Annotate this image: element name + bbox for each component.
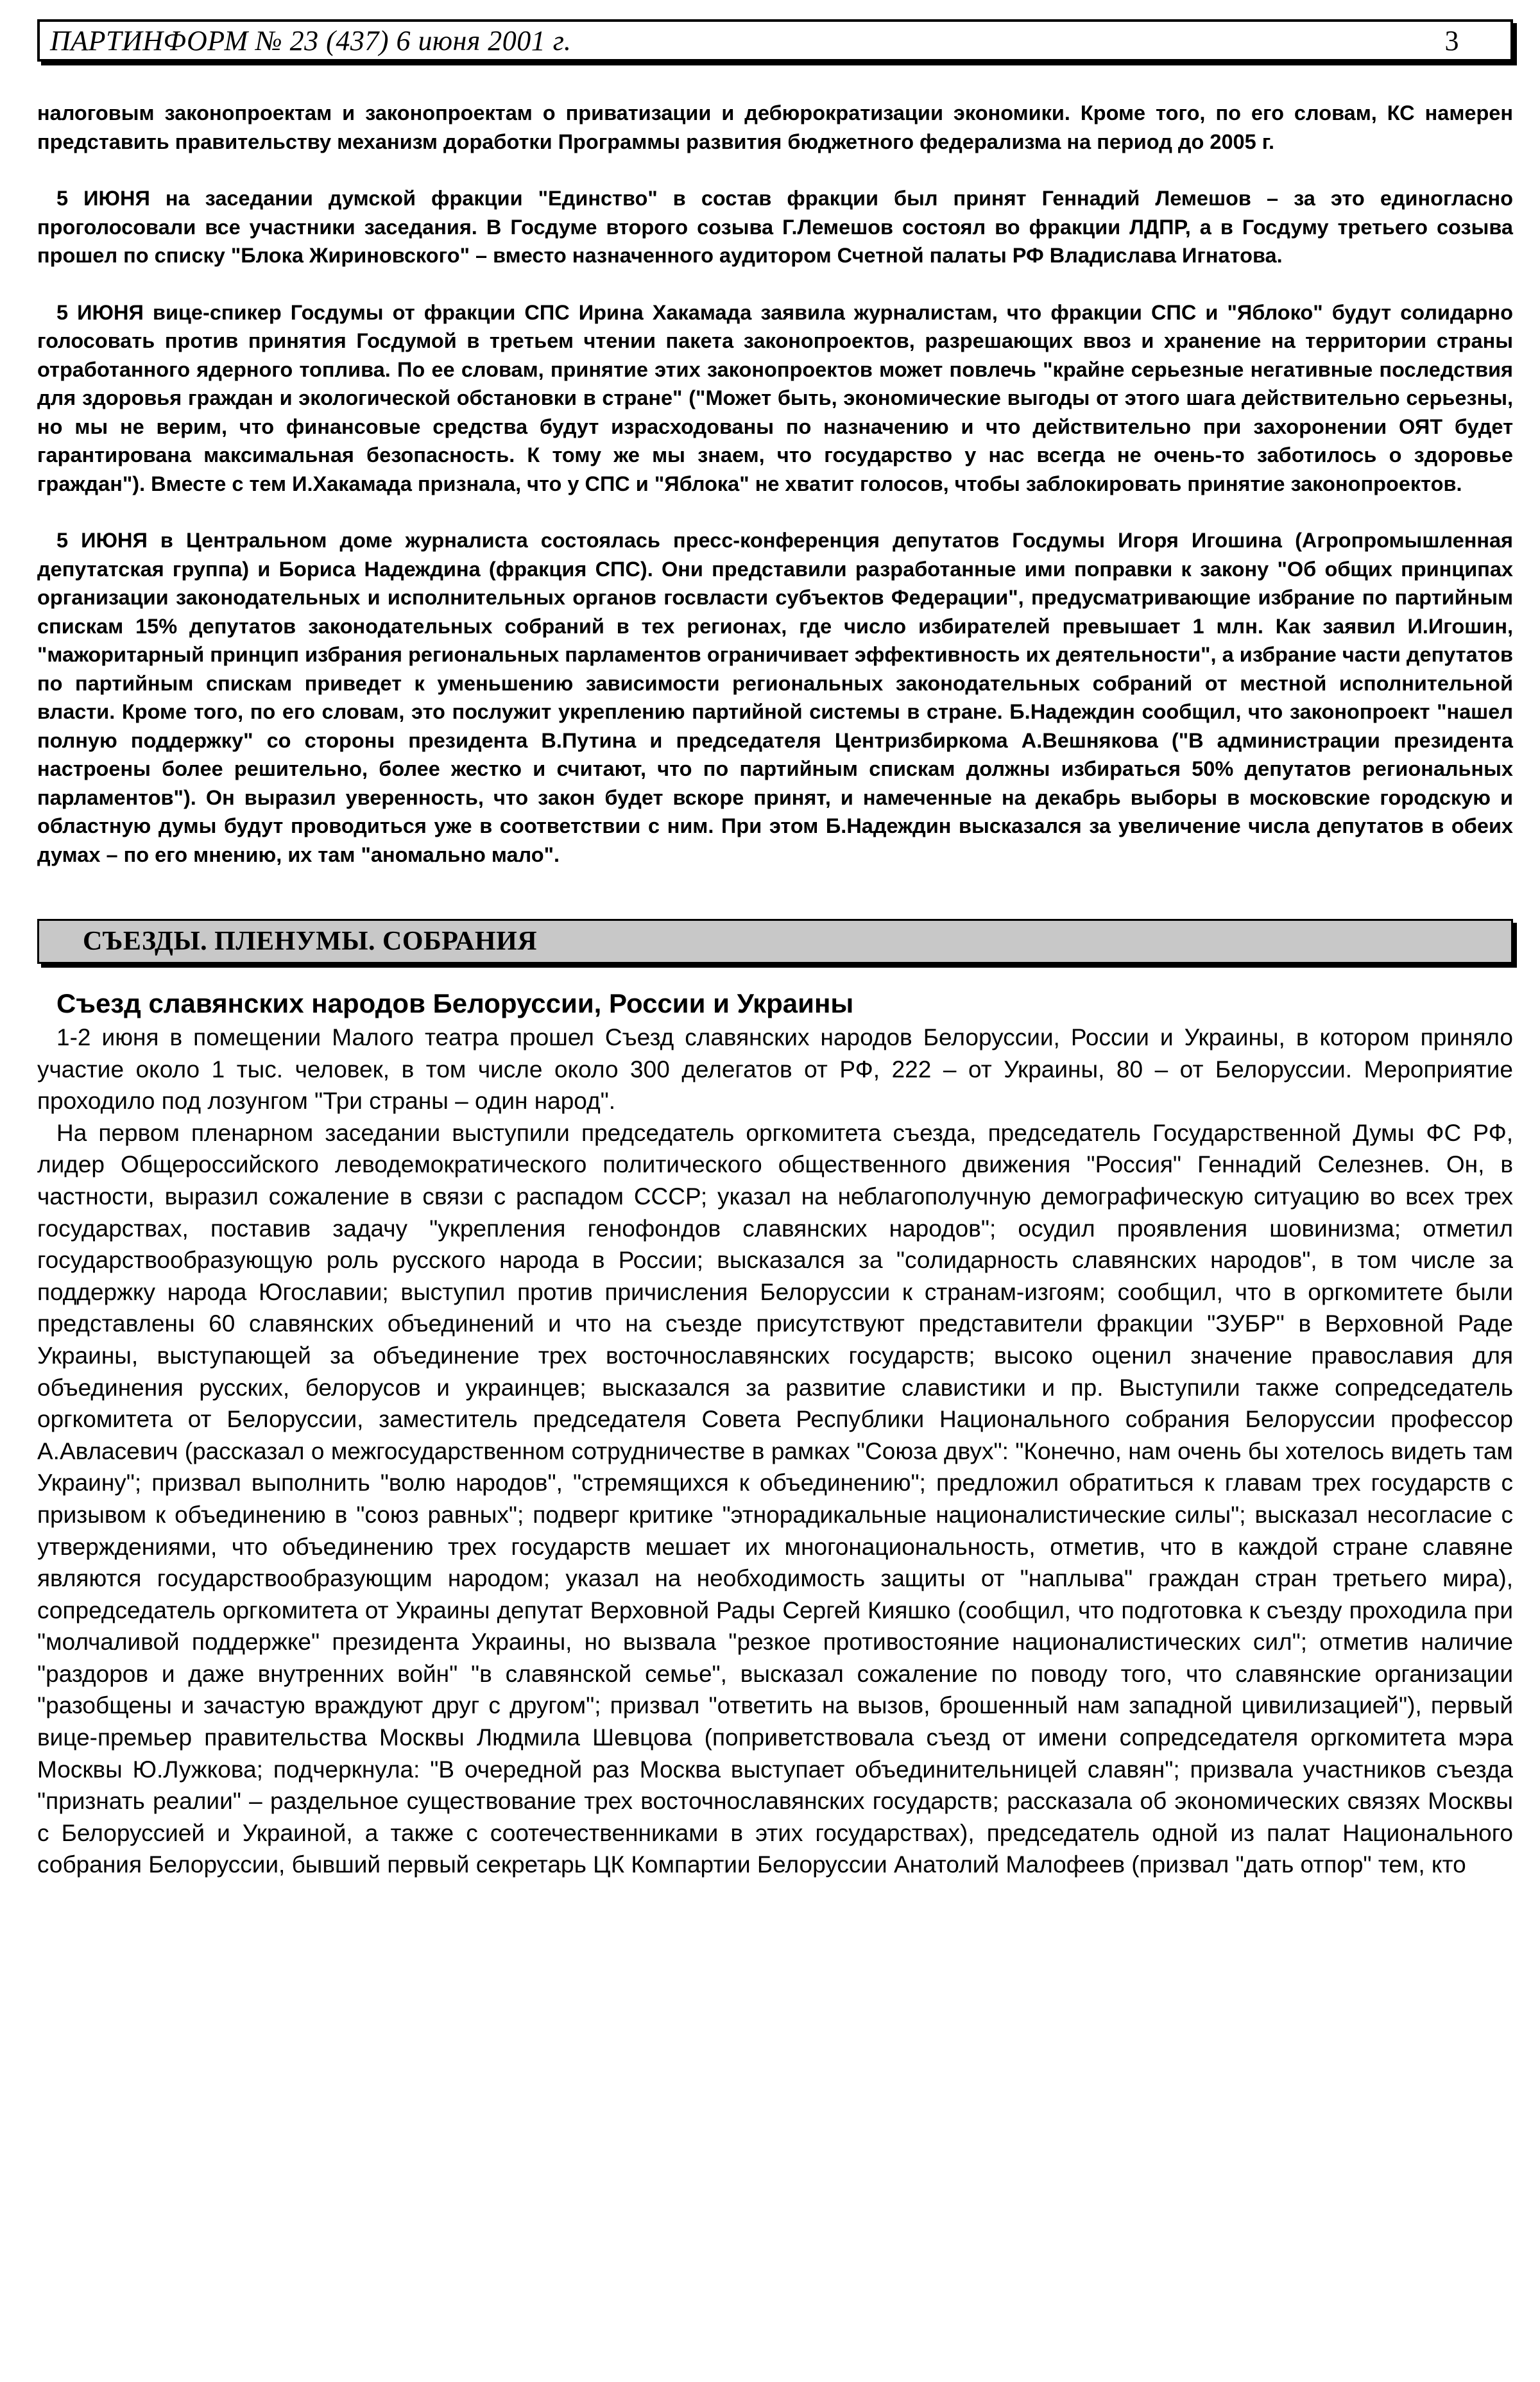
article-title: Съезд славянских народов Белоруссии, России и Украины xyxy=(56,988,854,1018)
section-title: СЪЕЗДЫ. ПЛЕНУМЫ. СОБРАНИЯ xyxy=(83,927,538,956)
page-number: 3 xyxy=(1444,24,1459,56)
news-paragraph: 5 ИЮНЯ на заседании думской фракции "Единство" в состав фракции был принят Геннадий Лемешов – за это единогласно проголосовали все участники заседания. В Госдуме второго созыва Г.Лемешов состоял во фракции ЛДПР, а в Госдуму третьего созыва прошел по списку "Блока Жириновского" – вместо назначенного аудитором Счетной палаты РФ Владислава Игнатова. xyxy=(37,187,1513,267)
article-body xyxy=(37,1022,1513,1881)
news-paragraph: 5 ИЮНЯ вице-спикер Госдумы от фракции СПС Ирина Хакамада заявила журналистам, что фракции СПС и "Яблоко" будут солидарно голосовать против принятия Госдумой в третьем чтении пакета законопроектов, разрешающих ввоз и хранение на территории страны отработанного ядерного топлива. По ее словам, принятие этих законопроектов может повлечь "крайне серьезные негативные последствия для здоровья граждан и экологической обстановки в стране" ("Может быть, экономические выгоды от этого шага действительно серьезны, но мы не верим, что финансовые средства будут израсходованы по назначению и что действительно при захоронении ОЯТ будет гарантирована максимальная безопасность. К тому же мы знаем, что государство у нас всегда не очень-то заботилось о здоровье граждан"). Вместе с тем И.Хакамада признала, что у СПС и "Яблока" не хватит голосов, чтобы заблокировать принятие законопроектов. xyxy=(37,300,1513,495)
publication-title: ПАРТИНФОРМ № 23 (437) 6 июня 2001 г. xyxy=(50,24,572,56)
news-paragraph: 5 ИЮНЯ в Центральном доме журналиста состоялась пресс-конференция депутатов Госдумы Игоря Игошина (Агропромышленная депутатская группа) и Бориса Надеждина (фракция СПС). Они представили разработанные ими поправки к закону "Об общих принципах организации законодательных и исполнительных органов госвласти субъектов Федерации", предусматривающие избрание по партийным спискам 15% депутатов законодательных собраний в тех регионах, где число избирателей превышает 1 млн. Как заявил И.Игошин, "мажоритарный принцип избрания региональных парламентов ограничивает эффективность их деятельности", а избрание части депутатов по партийным спискам приведет к уменьшению зависимости региональных законодательных собраний от местной исполнительной власти. Кроме того, по его словам, это послужит укреплению партийной системы в стране. Б.Надеждин сообщил, что законопроект "нашел полную поддержку" со стороны президента В.Путина и председателя Центризбиркома А.Вешнякова ("В администрации президента настроены более решительно, более жестко и считают, что по партийным спискам должны избираться 50% депутатов региональных парламентов"). Он выразил уверенность, что закон будет вскоре принят, и намеченные на декабрь выборы в московские городскую и областную думы будут проводиться уже в соответствии с ним. При этом Б.Надеждин высказался за увеличение числа депутатов в обеих думах – по его мнению, их там "аномально мало". xyxy=(37,529,1513,866)
news-briefs xyxy=(37,99,1513,869)
page-header xyxy=(37,19,1513,62)
news-paragraph: налоговым законопроектам и законопроектам о приватизации и дебюрократизации экономики. Кроме того, по его словам, КС намерен представить правительству механизм доработки Программы развития бюджетного федерализма на период до 2005 г. xyxy=(37,101,1513,153)
article-paragraph: На первом пленарном заседании выступили председатель оргкомитета съезда, председатель Государственной Думы ФС РФ, лидер Общероссийского леводемократического политического общественного движения "Россия" Геннадий Селезнев. Он, в частности, выразил сожаление в связи с распадом СССР; указал на неблагополучную демографическую ситуацию во всех трех государствах, поставив задачу "укрепления генофондов славянских народов"; осудил проявления шовинизма; отметил государствообразующую роль русского народа в России; высказался за "солидарность славянских народов", в том числе за поддержку народа Югославии; выступил против причисления Белоруссии к странам-изгоям; сообщил, что в оргкомитете были представлены 60 славянских объединений и что на съезде присутствуют представители фракции "ЗУБР" в Верховной Раде Украины, выступающей за объединение трех восточнославянских государств; высоко оценил значение православия для объединения русских, белорусов и украинцев; высказался за развитие славистики и пр. Выступили также сопредседатель оргкомитета от Белоруссии, заместитель председателя Совета Республики Национального собрания Белоруссии профессор А.Авласевич (рассказал о межгосударственном сотрудничестве в рамках "Союза двух": "Конечно, нам очень бы хотелось видеть там Украину"; призвал выполнить "волю народов", "стремящихся к объединению"; предложил обратиться к главам трех государств с призывом к объединению в "союз равных"; подверг критике "этнорадикальные националистические силы"; высказал несогласие с утверждениями, что объединению трех государств мешает их многонациональность, отметив, что в каждой стране славяне являются государствообразующим народом; указал на необходимость защиты от "наплыва" граждан стран третьего мира), сопредседатель оргкомитета от Украины депутат Верховной Рады Сергей Кияшко (сообщил, что подготовка к съезду проходила при "молчаливой поддержке" президента Украины, но вызвала "резкое противостояние националистических сил"; отметив наличие "раздоров и даже внутренних войн" "в славянской семье", высказал сожаление по поводу того, что славянские организации "разобщены и зачастую враждуют друг с другом"; призвал "ответить на вызов, брошенный нам западной цивилизацией"), первый вице-премьер правительства Москвы Людмила Шевцова (поприветствовала съезд от имени сопредседателя оргкомитета мэра Москвы Ю.Лужкова; подчеркнула: "В очередной раз Москва выступает объединительницей славян"; призвала участников съезда "признать реалии" – раздельное существование трех восточнославянских государств; рассказала об экономических связях Москвы с Белоруссией и Украиной, а также с соотечественниками в этих государствах), председатель одной из палат Национального собрания Белоруссии, бывший первый секретарь ЦК Компартии Белоруссии Анатолий Малофеев (призвал "дать отпор" тем, кто xyxy=(37,1119,1513,1878)
newspaper-page xyxy=(37,19,1513,1881)
article-paragraph: 1-2 июня в помещении Малого театра прошел Съезд славянских народов Белоруссии, России и Украины, в котором приняло участие около 1 тыс. человек, в том числе около 300 делегатов от РФ, 222 – от Украины, 80 – от Белоруссии. Мероприятие проходило под лозунгом "Три страны – один народ". xyxy=(37,1024,1513,1115)
section-heading xyxy=(37,919,1513,964)
